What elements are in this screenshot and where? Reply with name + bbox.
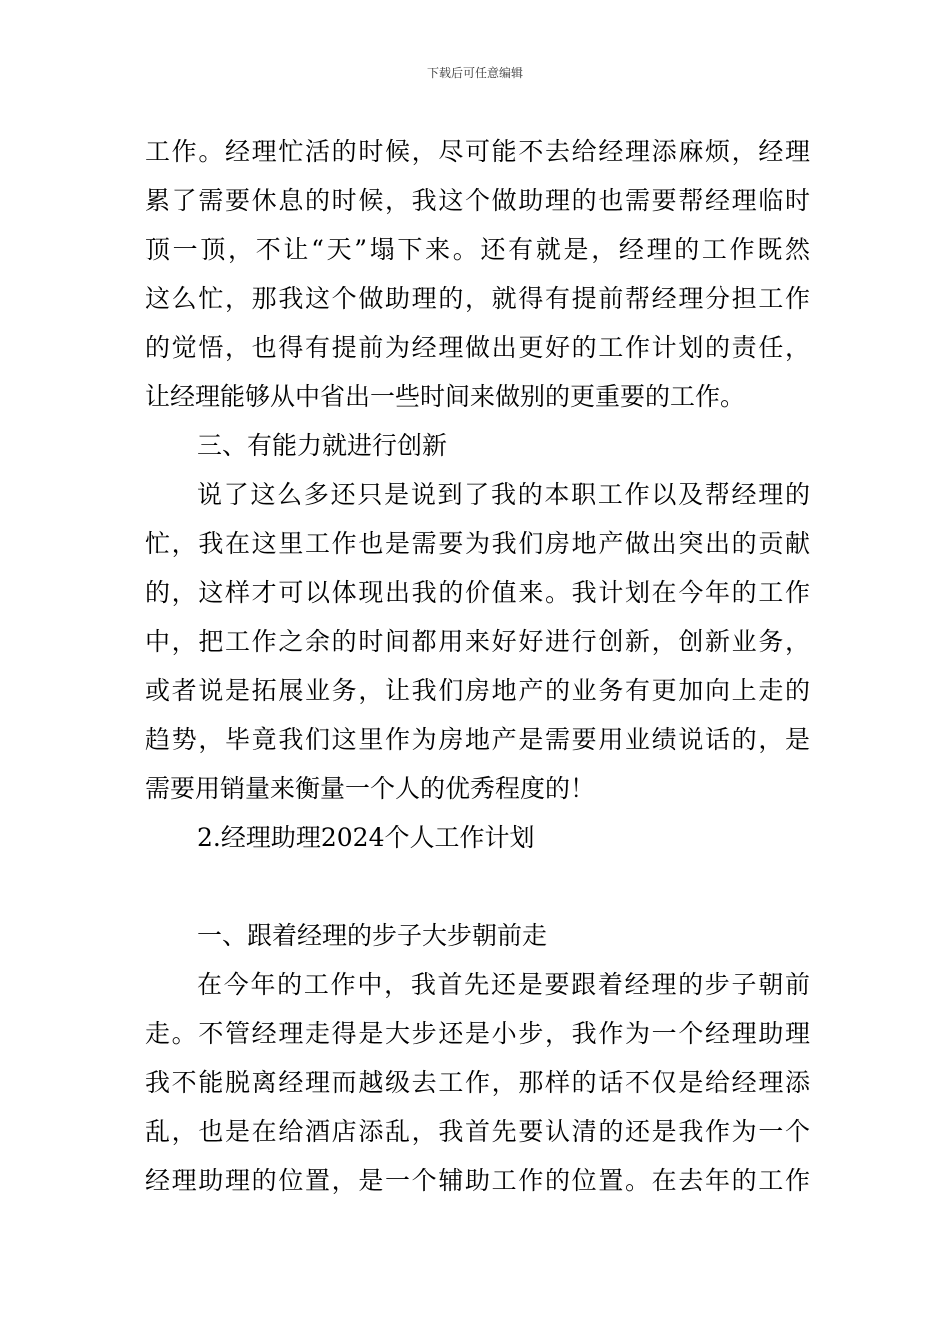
- paragraph-line: 或者说是拓展业务，让我们房地产的业务有更加向上走的: [145, 676, 810, 705]
- paragraph-line: 忙，我在这里工作也是需要为我们房地产做出突出的贡献: [145, 529, 810, 558]
- section-heading: 一、跟着经理的步子大步朝前走: [197, 921, 548, 950]
- section-heading: 三、有能力就进行创新: [197, 431, 448, 460]
- paragraph-line: 中，把工作之余的时间都用来好好进行创新，创新业务，: [145, 627, 810, 656]
- paragraph-line: 我不能脱离经理而越级去工作，那样的话不仅是给经理添: [145, 1068, 810, 1097]
- document-title: 2.经理助理2024个人工作计划: [197, 823, 535, 852]
- paragraph-line: 顶一顶，不让“天”塌下来。还有就是，经理的工作既然: [145, 235, 810, 264]
- paragraph-line: 走。不管经理走得是大步还是小步，我作为一个经理助理: [145, 1019, 810, 1048]
- paragraph-line: 需要用销量来衡量一个人的优秀程度的！: [145, 774, 596, 803]
- page-header: 下载后可任意编辑: [426, 66, 523, 80]
- paragraph-line: 的觉悟，也得有提前为经理做出更好的工作计划的责任，: [145, 333, 810, 362]
- paragraph-line: 经理助理的位置，是一个辅助工作的位置。在去年的工作: [145, 1166, 810, 1195]
- paragraph-line: 乱，也是在给酒店添乱，我首先要认清的还是我作为一个: [145, 1117, 810, 1146]
- paragraph-line: 这么忙，那我这个做助理的，就得有提前帮经理分担工作: [145, 284, 810, 313]
- paragraph-line: 累了需要休息的时候，我这个做助理的也需要帮经理临时: [145, 186, 810, 215]
- paragraph-line: 说了这么多还只是说到了我的本职工作以及帮经理的: [197, 480, 810, 509]
- paragraph-line: 趋势，毕竟我们这里作为房地产是需要用业绩说话的，是: [145, 725, 810, 754]
- paragraph-line: 让经理能够从中省出一些时间来做别的更重要的工作。: [145, 382, 746, 411]
- paragraph-line: 在今年的工作中，我首先还是要跟着经理的步子朝前: [197, 970, 810, 999]
- blank-line: [145, 862, 810, 911]
- paragraph-line: 工作。经理忙活的时候，尽可能不去给经理添麻烦，经理: [145, 137, 810, 166]
- paragraph-line: 的，这样才可以体现出我的价值来。我计划在今年的工作: [145, 578, 810, 607]
- document-body: [145, 127, 810, 1205]
